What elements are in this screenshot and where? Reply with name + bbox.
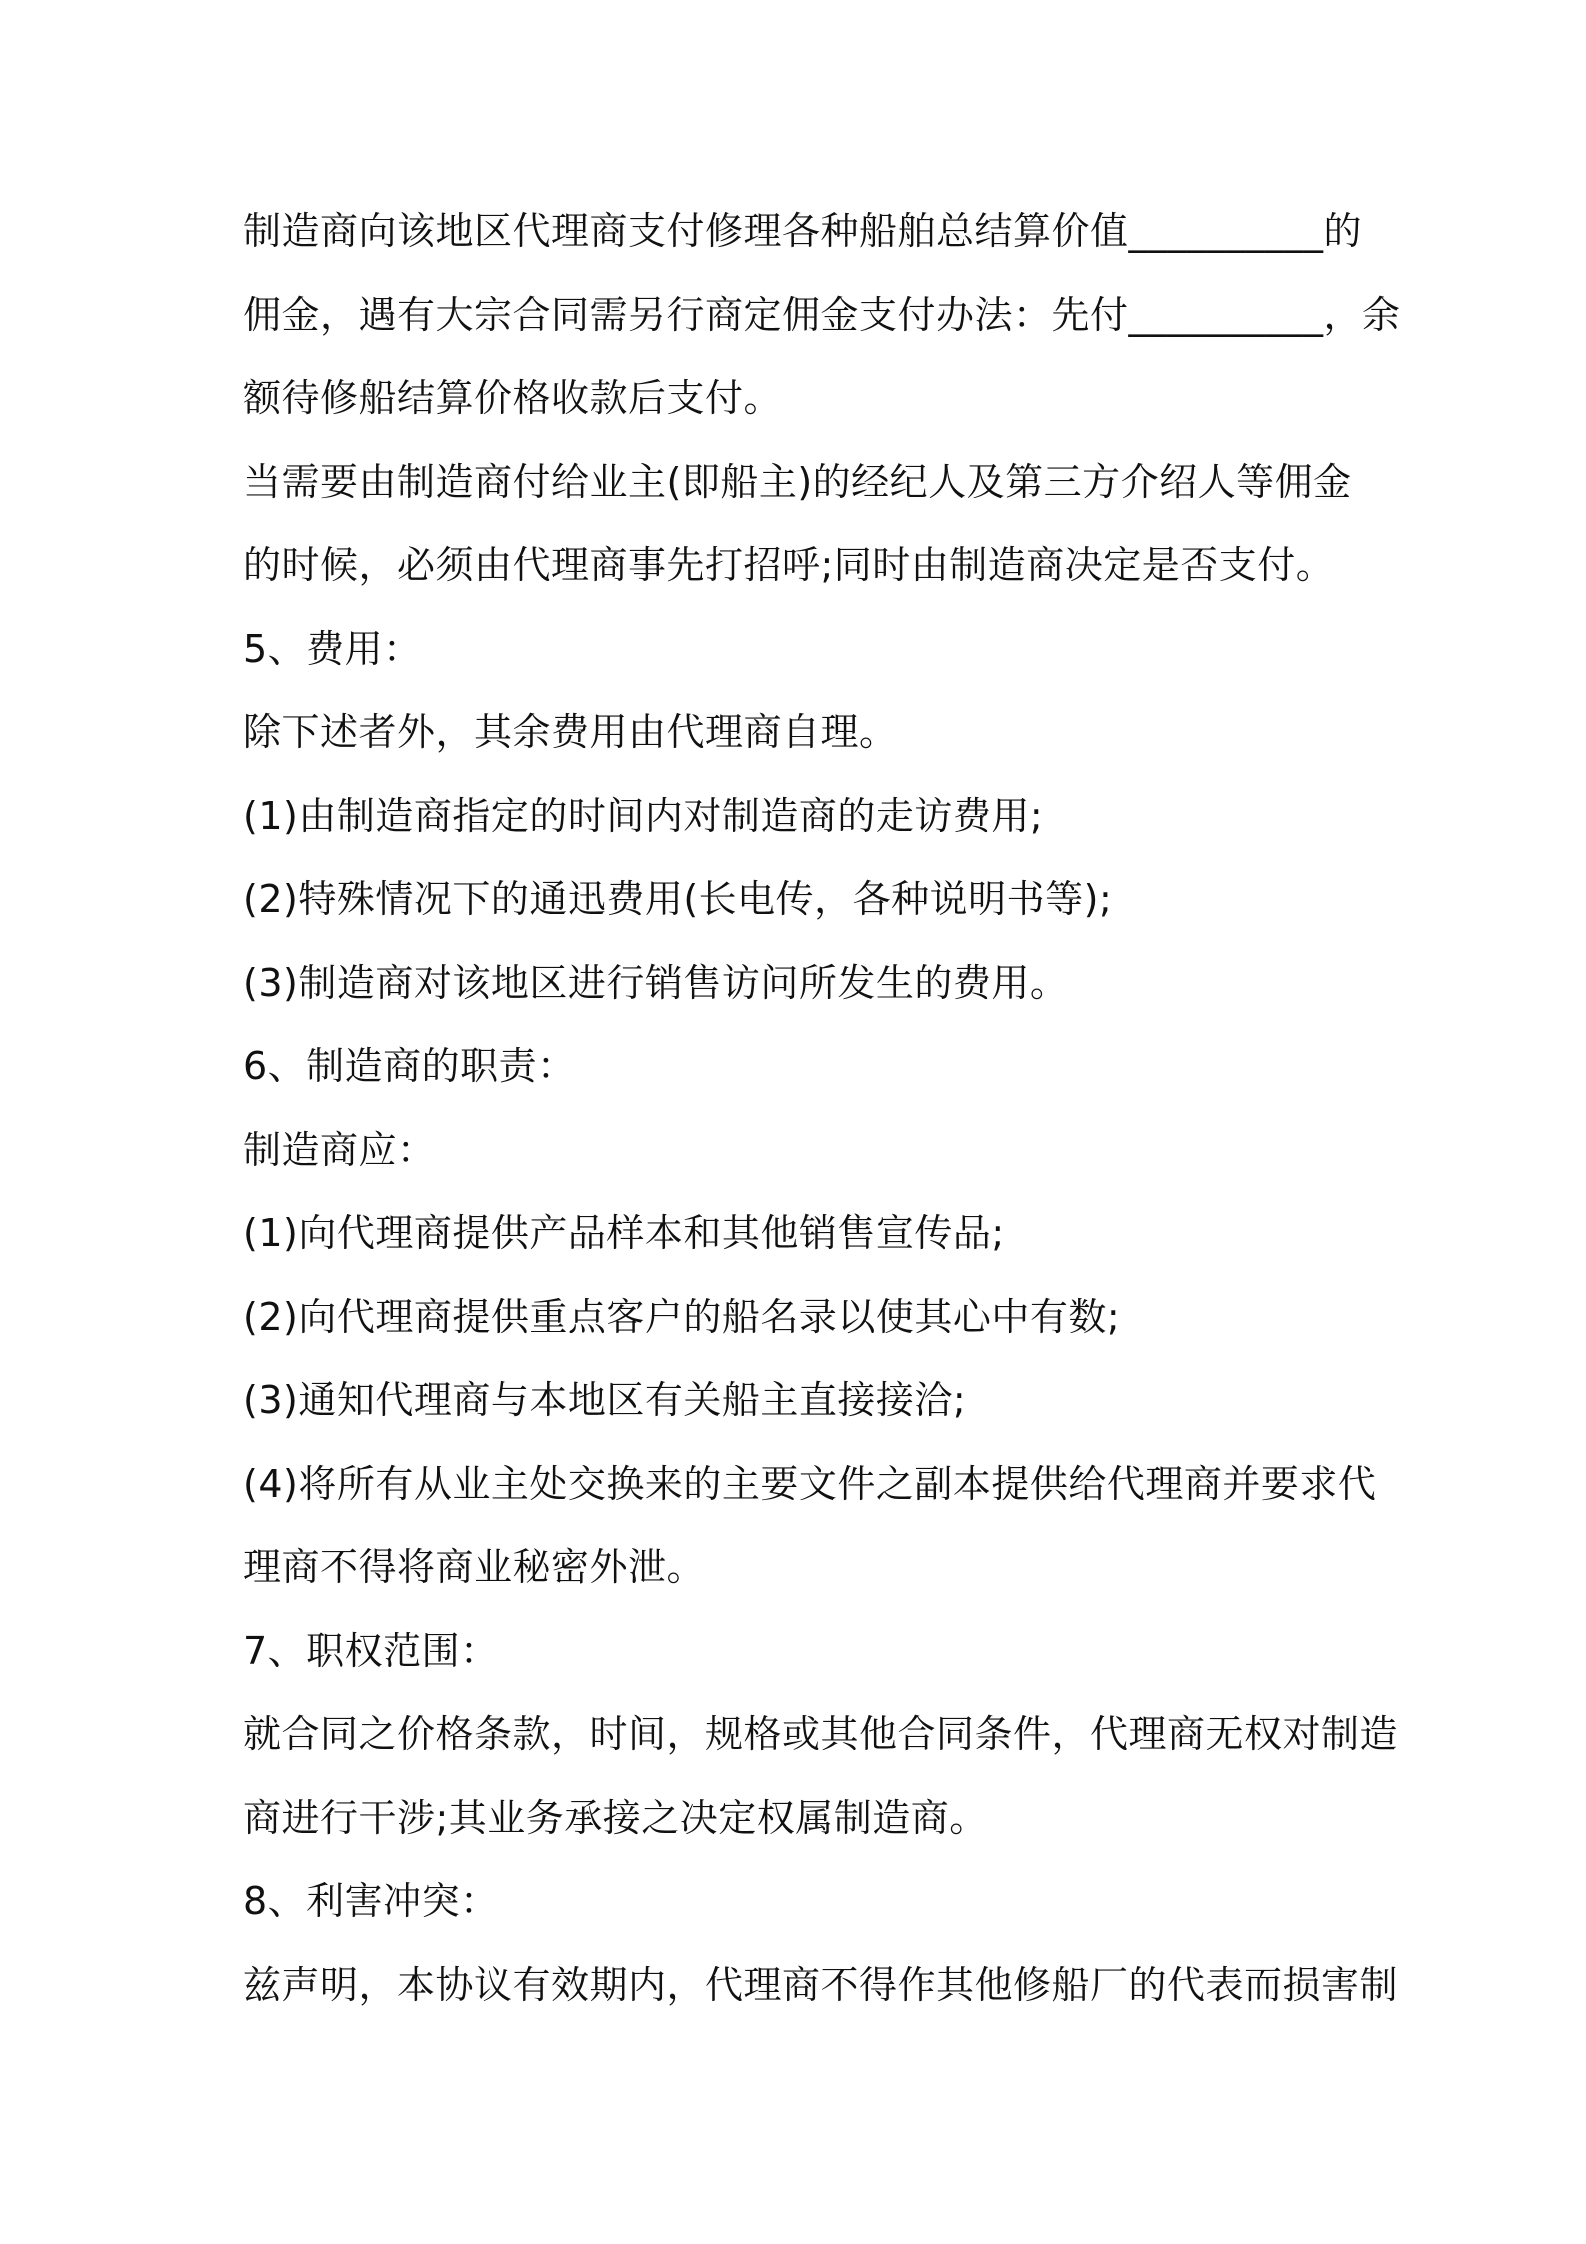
text-line: 制造商向该地区代理商支付修理各种船舶总结算价值__________的 <box>243 209 1363 253</box>
text-line: 兹声明，本协议有效期内，代理商不得作其他修船厂的代表而损害制 <box>243 1962 1399 2007</box>
section-heading: 8、利害冲突： <box>243 1879 499 1923</box>
text-line: 额待修船结算价格收款后支付。 <box>243 376 783 420</box>
list-item: (2)特殊情况下的通迅费用(长电传，各种说明书等); <box>243 877 1113 921</box>
list-item: (2)向代理商提供重点客户的船名录以使其心中有数; <box>243 1294 1121 1339</box>
document-body <box>243 190 1401 2027</box>
text-line: 当需要由制造商付给业主(即船主)的经纪人及第三方介绍人等佣金 <box>243 459 1352 504</box>
text-line: 除下述者外，其余费用由代理商自理。 <box>243 710 898 754</box>
text-line: 理商不得将商业秘密外泄。 <box>243 1545 706 1589</box>
list-item: (3)通知代理商与本地区有关船主直接接洽; <box>243 1378 967 1422</box>
text-line: 佣金，遇有大宗合同需另行商定佣金支付办法：先付__________，余 <box>243 292 1401 337</box>
list-item: (4)将所有从业主处交换来的主要文件之副本提供给代理商并要求代 <box>243 1461 1377 1506</box>
section-heading: 7、职权范围： <box>243 1628 499 1673</box>
text-line: 的时候，必须由代理商事先打招呼;同时由制造商决定是否支付。 <box>243 543 1335 587</box>
section-heading: 6、制造商的职责： <box>243 1044 576 1088</box>
text-line: 制造商应： <box>243 1127 436 1172</box>
section-heading: 5、费用： <box>243 626 422 671</box>
list-item: (3)制造商对该地区进行销售访问所发生的费用。 <box>243 960 1069 1005</box>
list-item: (1)由制造商指定的时间内对制造商的走访费用; <box>243 793 1044 838</box>
text-line: 商进行干涉;其业务承接之决定权属制造商。 <box>243 1795 988 1840</box>
list-item: (1)向代理商提供产品样本和其他销售宣传品; <box>243 1211 1005 1255</box>
text-line: 就合同之价格条款，时间，规格或其他合同条件，代理商无权对制造 <box>243 1712 1399 1756</box>
